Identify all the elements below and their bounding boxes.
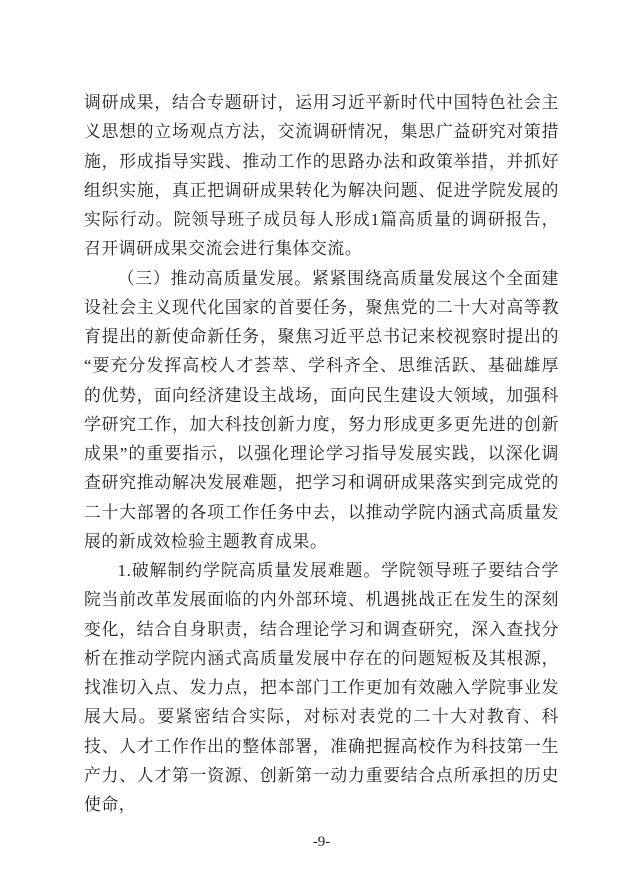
paragraph-text: 调研成果，结合专题研讨，运用习近平新时代中国特色社会主义思想的立场观点方法，交流调研情况，集思广益研究对策措施，形成指导实践、推动工作的思路办法和政策举措，并抓好组织实施，真正把调研成果转化为解决问题、促进学院发展的实际行动。院领导班子成员每人形成1篇高质量的调研报告，召开调研成果交流会进行集体交流。	[84, 93, 559, 259]
paragraph	[84, 556, 559, 819]
paragraph-text: 紧紧围绕高质量发展这个全面建设社会主义现代化国家的首要任务，聚焦党的二十大对高等教育提出的新使命新任务，聚焦习近平总书记来校视察时提出的“要充分发挥高校人才荟萃、学科齐全、思维活跃、基础雄厚的优势，面向经济建设主战场，面向民生建设大领域，加强科学研究工作，加大科技创新力度，努力形成更多更先进的创新成果”的重要指示，以强化理论学习指导发展实践，以深化调查研究推动解决发展难题，把学习和调研成果落实到完成党的二十大部署的各项工作任务中去，以推动学院内涵式高质量发展的新成效检验主题教育成果。	[84, 268, 559, 551]
paragraph	[84, 88, 559, 264]
section-heading: 1.破解制约学院高质量发展难题。	[117, 561, 382, 580]
paragraph	[84, 264, 559, 557]
page-body	[84, 88, 559, 819]
paragraph-text: 学院领导班子要结合学院当前改革发展面临的内外部环境、机遇挑战正在发生的深刻变化，结合自身职责，结合理论学习和调查研究，深入查找分析在推动学院内涵式高质量发展中存在的问题短板及其根源，找准切入点、发力点，把本部门工作更加有效融入学院事业发展大局。要紧密结合实际，对标对表党的二十大对教育、科技、人才工作作出的整体部署，准确把握高校作为科技第一生产力、人才第一资源、创新第一动力重要结合点所承担的历史使命，	[84, 561, 559, 814]
page-number: -9-	[312, 834, 331, 850]
section-heading: （三）推动高质量发展。	[117, 268, 312, 288]
